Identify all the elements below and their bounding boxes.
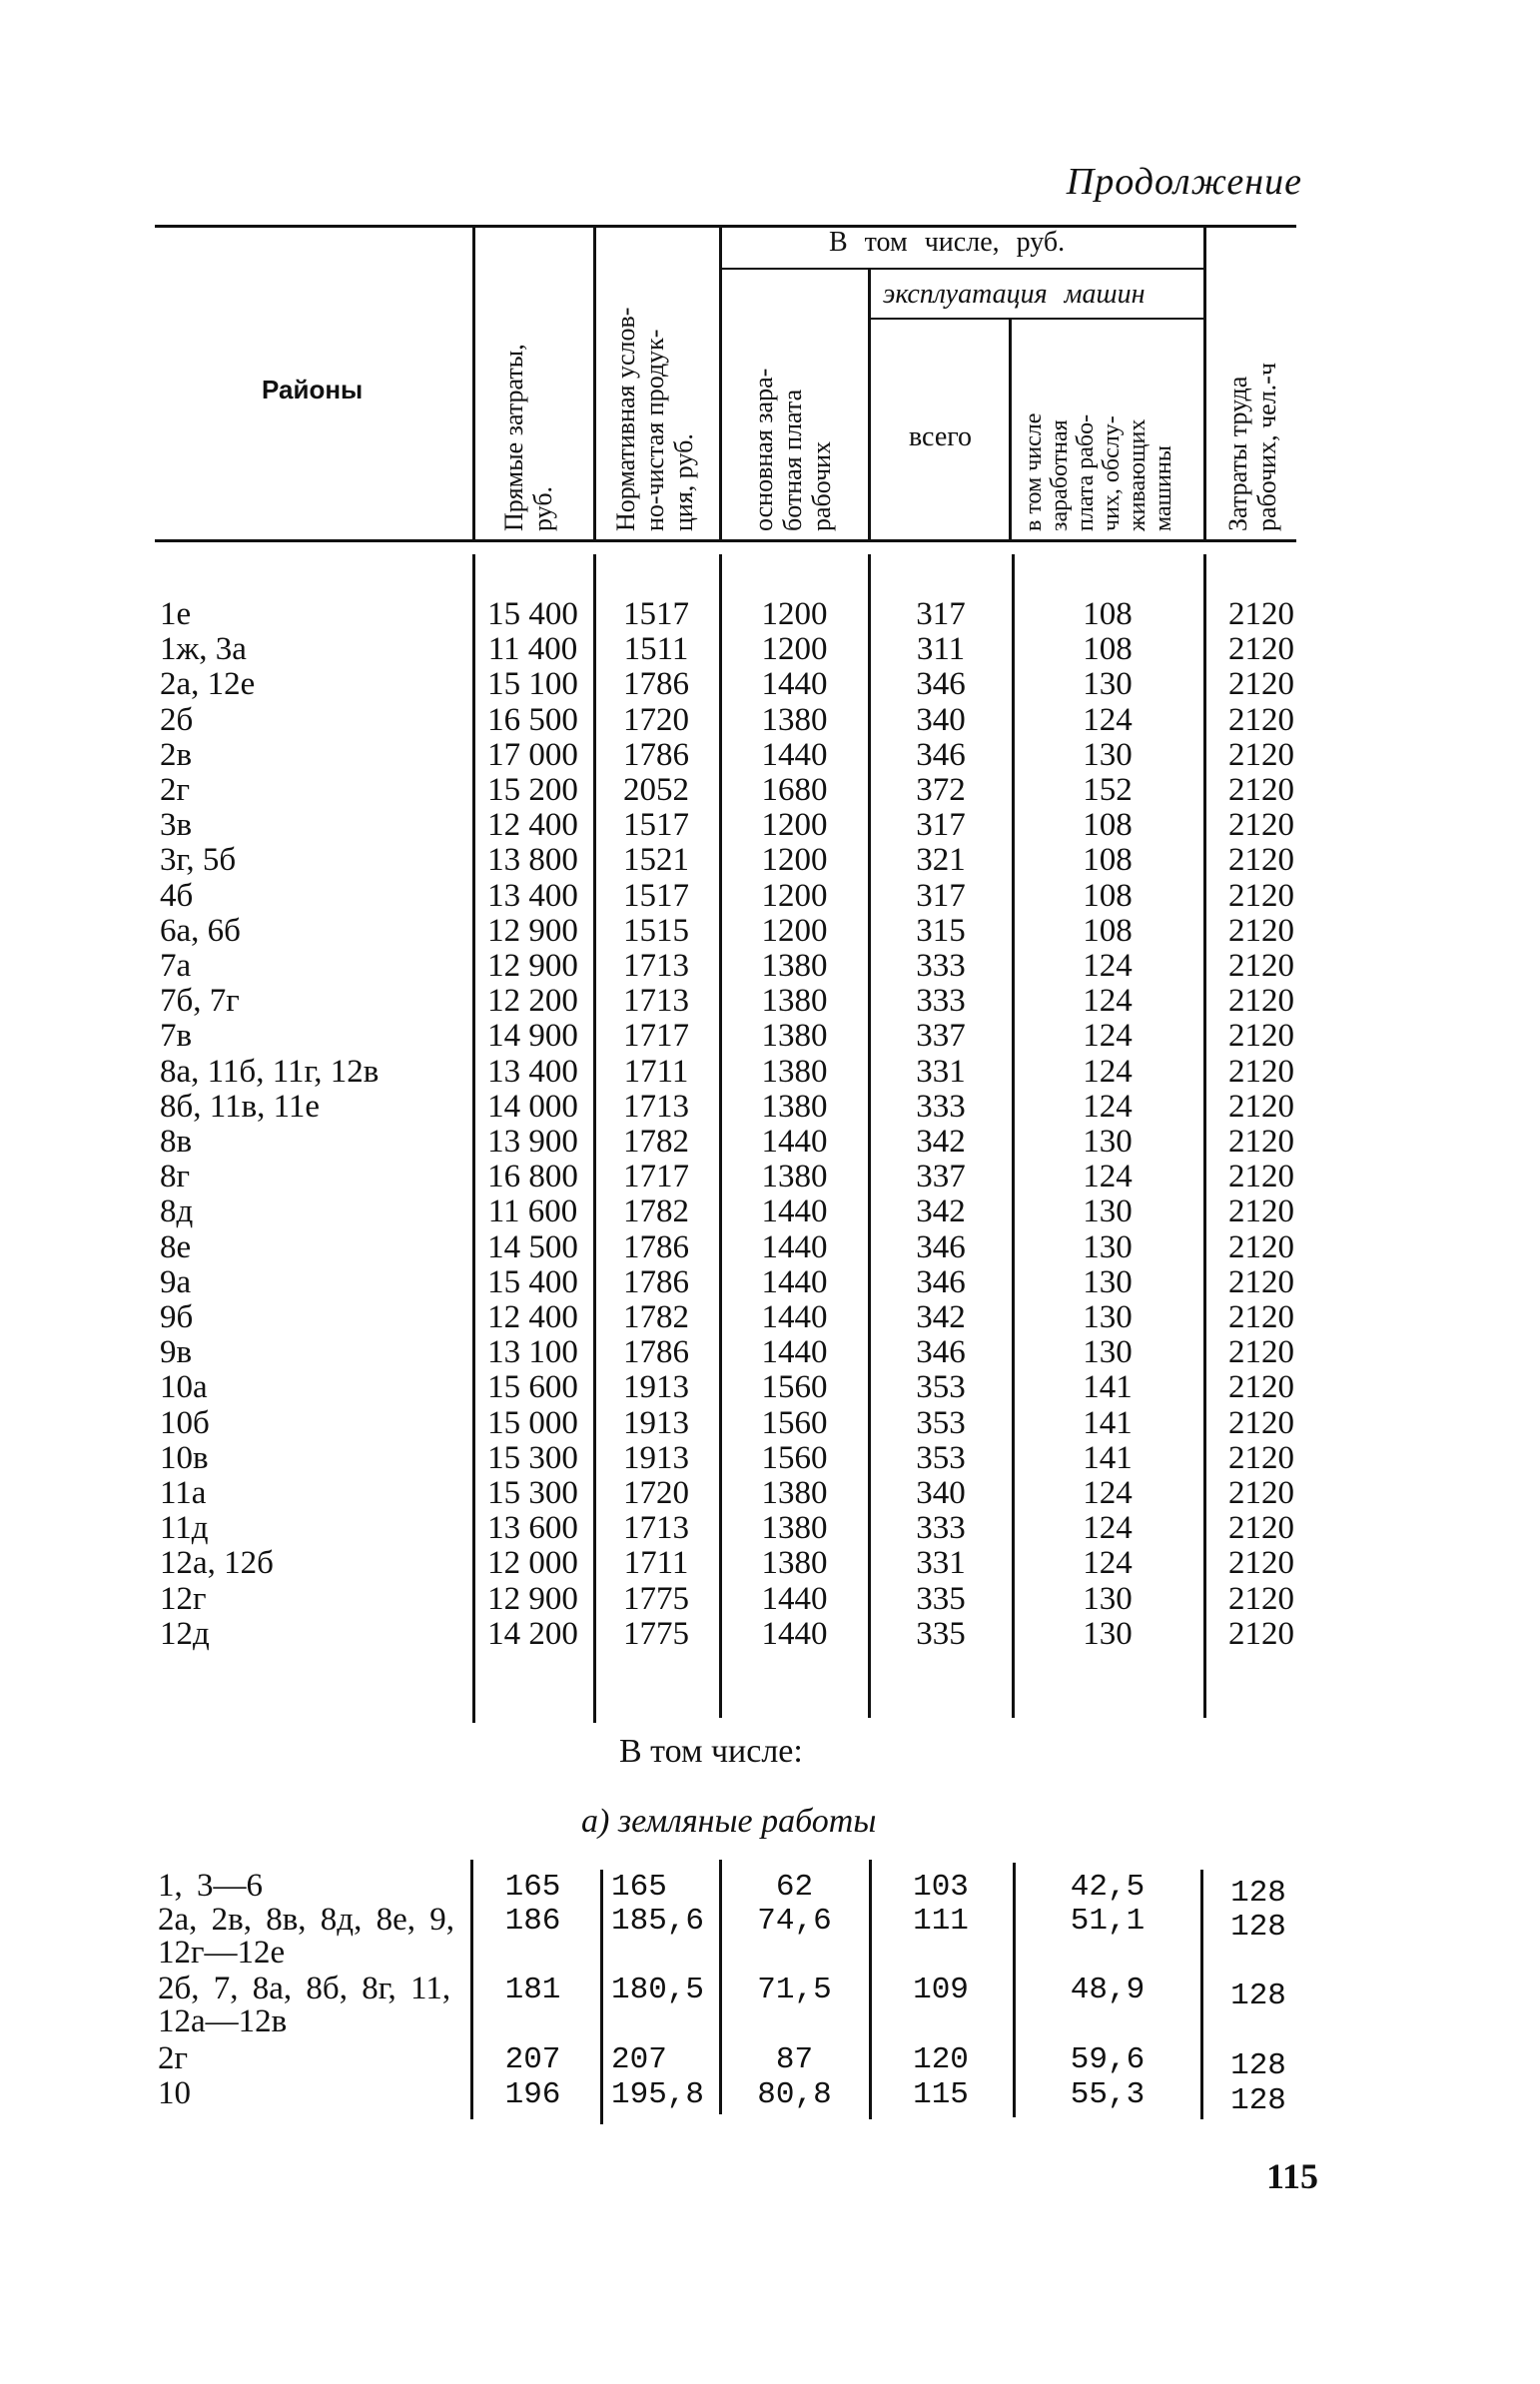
cell-base-wage: 1380: [761, 1545, 828, 1582]
cell-base-wage: 1200: [761, 877, 828, 914]
earth-cell-machine-wage: 59,6: [1070, 2042, 1146, 2077]
cell-region: 12г: [160, 1580, 207, 1617]
earth-cell-region: 1, 3—6: [158, 1868, 263, 1904]
cell-labor: 2120: [1228, 983, 1294, 1020]
cell-direct-costs: 15 600: [487, 1369, 578, 1406]
cell-region: 8б, 11в, 11е: [160, 1088, 321, 1125]
col-divider-5-header: [1009, 320, 1012, 539]
cell-labor: 2120: [1228, 736, 1294, 773]
cell-normative-product: 1786: [623, 1334, 689, 1371]
cell-machine-total: 315: [916, 912, 966, 949]
earth-cell-machine-total: 115: [913, 2077, 969, 2112]
cell-normative-product: 1517: [623, 877, 689, 914]
cell-machine-wage: 124: [1083, 1053, 1133, 1090]
header-bottom-rule: [155, 539, 1296, 542]
cell-machine-wage: 130: [1083, 1263, 1133, 1300]
cell-normative-product: 1782: [623, 1193, 689, 1230]
cell-machine-wage: 124: [1083, 1475, 1133, 1511]
header-machine-total: всего: [909, 421, 973, 452]
earth-cell-labor: 128: [1230, 1910, 1286, 1945]
earth-divider-6: [1200, 1870, 1203, 2119]
cell-normative-product: 1711: [623, 1545, 689, 1582]
cell-region: 4б: [160, 877, 194, 914]
cell-machine-wage: 124: [1083, 701, 1133, 738]
cell-direct-costs: 14 000: [487, 1088, 578, 1125]
cell-labor: 2120: [1228, 842, 1294, 879]
cell-machine-wage: 141: [1083, 1439, 1133, 1476]
cell-base-wage: 1380: [761, 1510, 828, 1547]
cell-direct-costs: 14 500: [487, 1228, 578, 1265]
cell-normative-product: 1517: [623, 807, 689, 844]
cell-base-wage: 1440: [761, 1334, 828, 1371]
cell-region: 6а, 6б: [160, 912, 241, 949]
header-machine-ops: эксплуатация машин: [883, 279, 1146, 310]
cell-region: 7а: [160, 948, 192, 984]
cell-direct-costs: 17 000: [487, 736, 578, 773]
cell-machine-wage: 130: [1083, 1615, 1133, 1652]
cell-region: 11а: [160, 1475, 207, 1511]
cell-region: 12а, 12б: [160, 1545, 274, 1582]
cell-region: 7в: [160, 1018, 193, 1055]
earth-divider-2: [600, 1870, 603, 2124]
cell-machine-total: 353: [916, 1369, 966, 1406]
cell-labor: 2120: [1228, 948, 1294, 984]
cell-normative-product: 1711: [623, 1053, 689, 1090]
cell-region: 8а, 11б, 11г, 12в: [160, 1053, 380, 1090]
cell-direct-costs: 13 900: [487, 1124, 578, 1160]
earth-cell-normative-product: 207: [611, 2042, 667, 2077]
cell-direct-costs: 15 300: [487, 1439, 578, 1476]
cell-base-wage: 1680: [761, 772, 828, 808]
cell-labor: 2120: [1228, 631, 1294, 668]
cell-labor: 2120: [1228, 1124, 1294, 1160]
cell-normative-product: 1720: [623, 701, 689, 738]
including-rule: [722, 268, 1206, 270]
header-regions: Районы: [262, 375, 364, 404]
earth-cell-normative-product: 195,8: [611, 2077, 705, 2112]
cell-direct-costs: 13 400: [487, 877, 578, 914]
cell-machine-total: 333: [916, 948, 966, 984]
earth-cell-labor: 128: [1230, 1979, 1286, 2013]
col-divider-3-header: [719, 228, 722, 539]
cell-machine-total: 333: [916, 983, 966, 1020]
table-top-rule: [155, 225, 1296, 228]
cell-region: 7б, 7г: [160, 983, 240, 1020]
earth-cell-machine-total: 103: [913, 1870, 969, 1905]
cell-base-wage: 1380: [761, 948, 828, 984]
cell-machine-wage: 130: [1083, 736, 1133, 773]
cell-direct-costs: 12 400: [487, 1299, 578, 1335]
cell-region: 2а, 12е: [160, 666, 256, 703]
cell-direct-costs: 16 500: [487, 701, 578, 738]
cell-normative-product: 1713: [623, 948, 689, 984]
earth-cell-base-wage: 62: [775, 1870, 814, 1905]
cell-machine-wage: 124: [1083, 1545, 1133, 1582]
cell-normative-product: 1515: [623, 912, 689, 949]
cell-labor: 2120: [1228, 1263, 1294, 1300]
cell-direct-costs: 11 400: [487, 631, 578, 668]
cell-machine-wage: 124: [1083, 1088, 1133, 1125]
cell-normative-product: 1782: [623, 1299, 689, 1335]
cell-base-wage: 1380: [761, 1159, 828, 1195]
cell-machine-total: 340: [916, 1475, 966, 1511]
cell-labor: 2120: [1228, 1299, 1294, 1335]
cell-region: 9а: [160, 1263, 192, 1300]
cell-direct-costs: 12 900: [487, 912, 578, 949]
earth-cell-machine-wage: 48,9: [1070, 1973, 1146, 2007]
earth-cell-labor: 128: [1230, 2083, 1286, 2118]
cell-base-wage: 1440: [761, 1263, 828, 1300]
earth-cell-direct-costs: 181: [504, 1973, 561, 2007]
cell-labor: 2120: [1228, 1404, 1294, 1441]
cell-normative-product: 1775: [623, 1580, 689, 1617]
cell-normative-product: 1717: [623, 1018, 689, 1055]
cell-machine-total: 372: [916, 772, 966, 808]
cell-direct-costs: 12 900: [487, 1580, 578, 1617]
col-divider-4-header: [868, 270, 871, 539]
machine-rule: [869, 318, 1206, 320]
cell-direct-costs: 12 400: [487, 807, 578, 844]
cell-direct-costs: 15 400: [487, 596, 578, 632]
cell-region: 9б: [160, 1299, 194, 1335]
cell-machine-total: 335: [916, 1615, 966, 1652]
earth-cell-machine-wage: 42,5: [1070, 1870, 1146, 1905]
cell-base-wage: 1380: [761, 1088, 828, 1125]
cell-direct-costs: 16 800: [487, 1159, 578, 1195]
cell-machine-total: 342: [916, 1193, 966, 1230]
cell-machine-wage: 108: [1083, 842, 1133, 879]
cell-machine-total: 342: [916, 1299, 966, 1335]
earth-cell-machine-total: 109: [913, 1973, 969, 2007]
earth-cell-machine-wage: 51,1: [1070, 1904, 1146, 1939]
cell-direct-costs: 12 900: [487, 948, 578, 984]
cell-base-wage: 1440: [761, 1193, 828, 1230]
cell-machine-total: 321: [916, 842, 966, 879]
header-base-wage: основная зара- ботная плата рабочих: [749, 368, 836, 531]
cell-machine-total: 311: [916, 631, 966, 668]
cell-machine-wage: 124: [1083, 983, 1133, 1020]
cell-labor: 2120: [1228, 807, 1294, 844]
cell-base-wage: 1560: [761, 1404, 828, 1441]
earth-cell-direct-costs: 196: [504, 2077, 561, 2112]
earth-cell-base-wage: 71,5: [757, 1973, 832, 2007]
cell-normative-product: 1782: [623, 1124, 689, 1160]
header-machine-wage: в том числе заработная плата рабо- чих, обслу- живающих машины: [1021, 412, 1176, 531]
cell-machine-total: 317: [916, 596, 966, 632]
cell-region: 8е: [160, 1228, 192, 1265]
cell-direct-costs: 15 000: [487, 1404, 578, 1441]
cell-labor: 2120: [1228, 1580, 1294, 1617]
cell-labor: 2120: [1228, 1369, 1294, 1406]
cell-base-wage: 1440: [761, 666, 828, 703]
cell-normative-product: 1521: [623, 842, 689, 879]
cell-machine-wage: 130: [1083, 1193, 1133, 1230]
cell-direct-costs: 12 000: [487, 1545, 578, 1582]
cell-normative-product: 1517: [623, 596, 689, 632]
cell-machine-total: 317: [916, 877, 966, 914]
cell-machine-wage: 130: [1083, 1334, 1133, 1371]
cell-machine-wage: 108: [1083, 631, 1133, 668]
header-labor: Затраты труда рабочих, чел.-ч: [1223, 363, 1281, 531]
earth-cell-normative-product: 180,5: [611, 1973, 705, 2007]
cell-direct-costs: 13 600: [487, 1510, 578, 1547]
earth-cell-normative-product: 165: [611, 1870, 667, 1905]
cell-normative-product: 1775: [623, 1615, 689, 1652]
cell-direct-costs: 12 200: [487, 983, 578, 1020]
cell-machine-total: 335: [916, 1580, 966, 1617]
col-divider-2-header: [593, 228, 596, 539]
cell-labor: 2120: [1228, 701, 1294, 738]
cell-machine-total: 317: [916, 807, 966, 844]
cell-base-wage: 1200: [761, 912, 828, 949]
earth-cell-region: 2б, 7, 8а, 8б, 8г, 11, 12а—12в: [158, 1971, 451, 2039]
cell-labor: 2120: [1228, 1159, 1294, 1195]
cell-base-wage: 1440: [761, 1124, 828, 1160]
cell-direct-costs: 15 300: [487, 1475, 578, 1511]
cell-machine-wage: 141: [1083, 1369, 1133, 1406]
earth-cell-direct-costs: 186: [504, 1904, 561, 1939]
cell-labor: 2120: [1228, 1439, 1294, 1476]
cell-base-wage: 1380: [761, 1053, 828, 1090]
cell-region: 8д: [160, 1193, 194, 1230]
cell-machine-total: 346: [916, 666, 966, 703]
cell-region: 2г: [160, 772, 191, 808]
cell-machine-total: 353: [916, 1404, 966, 1441]
cell-base-wage: 1200: [761, 596, 828, 632]
col-divider-6-header: [1203, 228, 1206, 539]
cell-region: 1ж, 3а: [160, 631, 247, 668]
cell-labor: 2120: [1228, 1510, 1294, 1547]
cell-region: 11д: [160, 1510, 209, 1547]
cell-labor: 2120: [1228, 1334, 1294, 1371]
cell-base-wage: 1440: [761, 736, 828, 773]
cell-normative-product: 1717: [623, 1159, 689, 1195]
cell-region: 2б: [160, 701, 194, 738]
earth-cell-normative-product: 185,6: [611, 1904, 705, 1939]
cell-machine-wage: 124: [1083, 1159, 1133, 1195]
cell-machine-wage: 124: [1083, 1510, 1133, 1547]
earthworks-label: а) земляные работы: [581, 1803, 877, 1840]
cell-normative-product: 1913: [623, 1369, 689, 1406]
cell-direct-costs: 13 100: [487, 1334, 578, 1371]
cell-base-wage: 1440: [761, 1580, 828, 1617]
cell-direct-costs: 11 600: [487, 1193, 578, 1230]
cell-normative-product: 1713: [623, 983, 689, 1020]
cell-machine-total: 342: [916, 1124, 966, 1160]
cell-labor: 2120: [1228, 1018, 1294, 1055]
cell-region: 2в: [160, 736, 193, 773]
cell-labor: 2120: [1228, 1193, 1294, 1230]
earth-cell-region: 10: [158, 2075, 191, 2111]
cell-labor: 2120: [1228, 912, 1294, 949]
cell-machine-wage: 130: [1083, 1228, 1133, 1265]
cell-machine-total: 337: [916, 1159, 966, 1195]
cell-machine-total: 331: [916, 1053, 966, 1090]
cell-base-wage: 1440: [761, 1228, 828, 1265]
continuation-label: Продолжение: [1066, 161, 1302, 203]
cell-direct-costs: 14 900: [487, 1018, 578, 1055]
cell-base-wage: 1200: [761, 807, 828, 844]
cell-base-wage: 1380: [761, 983, 828, 1020]
cell-direct-costs: 15 100: [487, 666, 578, 703]
cell-machine-total: 346: [916, 736, 966, 773]
earth-cell-labor: 128: [1230, 2048, 1286, 2083]
cell-normative-product: 1713: [623, 1510, 689, 1547]
cell-labor: 2120: [1228, 1053, 1294, 1090]
col-divider-1-header: [472, 228, 475, 539]
cell-labor: 2120: [1228, 1475, 1294, 1511]
cell-region: 9в: [160, 1334, 193, 1371]
cell-region: 1е: [160, 596, 192, 632]
earth-cell-region: 2а, 2в, 8в, 8д, 8е, 9, 12г—12е: [158, 1902, 454, 1971]
cell-machine-wage: 130: [1083, 666, 1133, 703]
cell-normative-product: 1720: [623, 1475, 689, 1511]
cell-region: 3в: [160, 807, 193, 844]
page-number: 115: [1266, 2156, 1319, 2196]
cell-machine-wage: 108: [1083, 877, 1133, 914]
cell-machine-total: 353: [916, 1439, 966, 1476]
cell-region: 10в: [160, 1439, 209, 1476]
cell-direct-costs: 13 800: [487, 842, 578, 879]
cell-base-wage: 1380: [761, 1475, 828, 1511]
cell-machine-wage: 130: [1083, 1299, 1133, 1335]
cell-base-wage: 1200: [761, 842, 828, 879]
cell-normative-product: 1713: [623, 1088, 689, 1125]
cell-base-wage: 1440: [761, 1615, 828, 1652]
earth-divider-1: [470, 1860, 473, 2119]
cell-machine-total: 333: [916, 1510, 966, 1547]
cell-direct-costs: 14 200: [487, 1615, 578, 1652]
cell-machine-total: 340: [916, 701, 966, 738]
header-normative-product: Нормативная услов- но-чистая продук- ция, руб.: [611, 307, 698, 531]
earth-cell-labor: 128: [1230, 1876, 1286, 1911]
cell-base-wage: 1380: [761, 1018, 828, 1055]
cell-machine-wage: 108: [1083, 596, 1133, 632]
cell-normative-product: 2052: [623, 772, 689, 808]
cell-machine-wage: 108: [1083, 912, 1133, 949]
cell-machine-total: 331: [916, 1545, 966, 1582]
earth-cell-region: 2г: [158, 2040, 189, 2076]
cell-machine-total: 346: [916, 1263, 966, 1300]
earth-cell-direct-costs: 207: [504, 2042, 561, 2077]
cell-base-wage: 1380: [761, 701, 828, 738]
cell-base-wage: 1440: [761, 1299, 828, 1335]
cell-machine-total: 346: [916, 1228, 966, 1265]
cell-normative-product: 1786: [623, 1228, 689, 1265]
cell-labor: 2120: [1228, 1088, 1294, 1125]
earth-cell-base-wage: 87: [775, 2042, 814, 2077]
cell-base-wage: 1560: [761, 1439, 828, 1476]
cell-machine-wage: 152: [1083, 772, 1133, 808]
including-label: В том числе:: [619, 1733, 803, 1770]
cell-region: 3г, 5б: [160, 842, 237, 879]
cell-normative-product: 1786: [623, 1263, 689, 1300]
earth-cell-machine-total: 111: [913, 1904, 969, 1939]
cell-base-wage: 1200: [761, 631, 828, 668]
cell-labor: 2120: [1228, 1615, 1294, 1652]
cell-normative-product: 1786: [623, 736, 689, 773]
cell-direct-costs: 15 200: [487, 772, 578, 808]
header-including: В том числе, руб.: [829, 227, 1066, 258]
cell-labor: 2120: [1228, 1545, 1294, 1582]
cell-machine-total: 333: [916, 1088, 966, 1125]
cell-machine-wage: 130: [1083, 1124, 1133, 1160]
cell-normative-product: 1786: [623, 666, 689, 703]
cell-normative-product: 1511: [623, 631, 689, 668]
cell-machine-wage: 141: [1083, 1404, 1133, 1441]
cell-labor: 2120: [1228, 596, 1294, 632]
cell-labor: 2120: [1228, 877, 1294, 914]
cell-region: 10а: [160, 1369, 208, 1406]
cell-machine-wage: 124: [1083, 948, 1133, 984]
cell-machine-wage: 108: [1083, 807, 1133, 844]
cell-machine-total: 337: [916, 1018, 966, 1055]
cell-region: 12д: [160, 1615, 210, 1652]
cell-direct-costs: 15 400: [487, 1263, 578, 1300]
cell-region: 8в: [160, 1124, 193, 1160]
cell-labor: 2120: [1228, 772, 1294, 808]
cell-normative-product: 1913: [623, 1439, 689, 1476]
earth-cell-base-wage: 74,6: [757, 1904, 832, 1939]
cell-labor: 2120: [1228, 1228, 1294, 1265]
cell-direct-costs: 13 400: [487, 1053, 578, 1090]
earth-cell-machine-total: 120: [913, 2042, 969, 2077]
cell-labor: 2120: [1228, 666, 1294, 703]
cell-region: 8г: [160, 1159, 191, 1195]
cell-normative-product: 1913: [623, 1404, 689, 1441]
cell-machine-wage: 124: [1083, 1018, 1133, 1055]
earth-cell-direct-costs: 165: [504, 1870, 561, 1905]
cell-base-wage: 1560: [761, 1369, 828, 1406]
earth-cell-machine-wage: 55,3: [1070, 2077, 1146, 2112]
cell-region: 10б: [160, 1404, 210, 1441]
earth-cell-base-wage: 80,8: [757, 2077, 832, 2112]
cell-machine-total: 346: [916, 1334, 966, 1371]
header-direct-costs: Прямые затраты, руб.: [499, 344, 557, 531]
cell-machine-wage: 130: [1083, 1580, 1133, 1617]
